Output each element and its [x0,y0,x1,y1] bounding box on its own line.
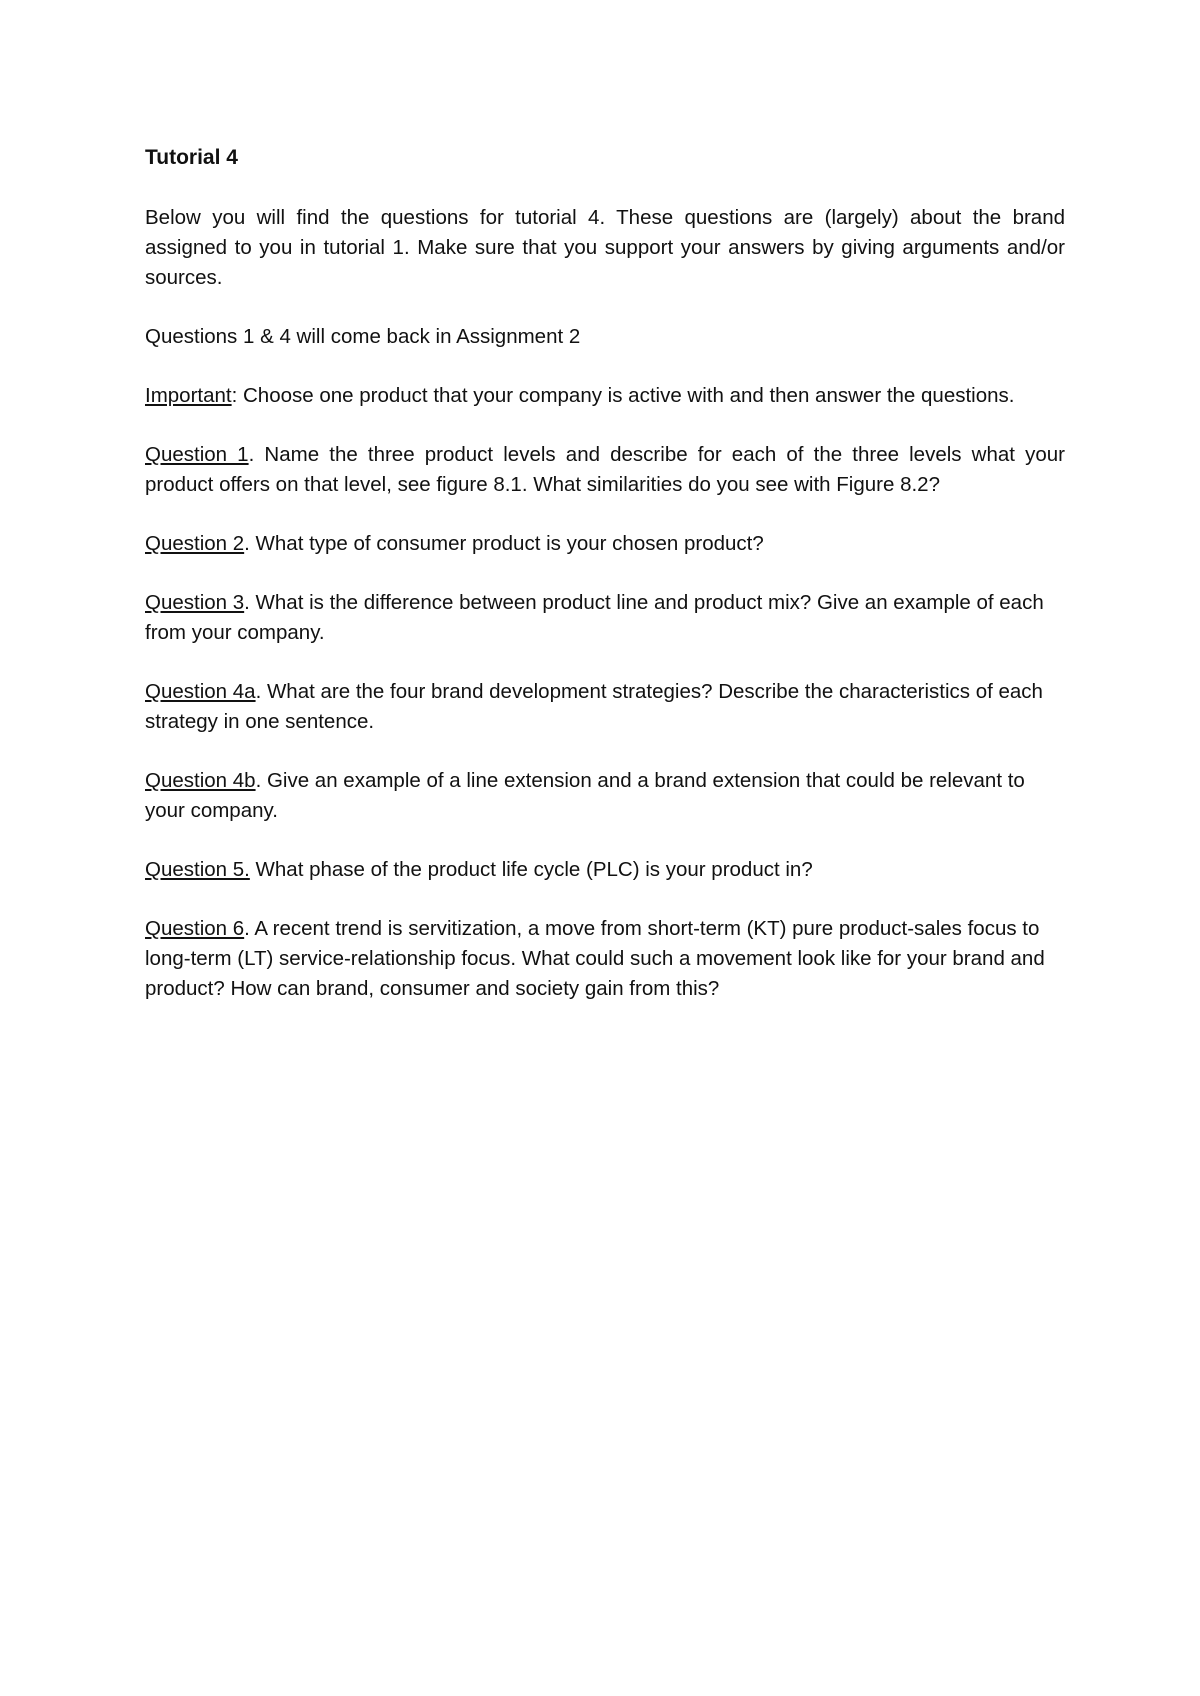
important-text: : Choose one product that your company is active with and then answer the questions. [231,384,1015,407]
question-4a [145,677,1065,737]
question-text: What phase of the product life cycle (PLC) is your product in? [249,858,813,881]
question-label: Question 6 [145,917,245,940]
question-1 [145,440,1065,500]
question-5 [145,855,1065,885]
important-label: Important [145,384,232,407]
question-text: . Name the three product levels and describe for each of the three levels what your product offers on that level, see figure 8.1. What similarities do you see with Figure 8.2? [145,443,1065,496]
question-2 [145,529,1065,559]
question-label: Question 4a [145,680,256,703]
document-title: Tutorial 4 [145,146,238,169]
question-label: Question 5. [145,858,250,881]
question-3 [145,588,1065,648]
question-text: . Give an example of a line extension and a brand extension that could be relevant to your company. [145,769,1025,822]
question-text: . A recent trend is servitization, a move from short-term (KT) pure product-sales focus to long-term (LT) service-relationship focus. What could such a movement look like for your brand and product? How can brand, consumer and society gain from this? [145,917,1045,1000]
assignment-note: Questions 1 & 4 will come back in Assignment 2 [145,325,581,348]
question-label: Question 4b [145,769,256,792]
question-label: Question 3 [145,591,245,614]
question-6 [145,914,1065,1004]
question-text: . What are the four brand development strategies? Describe the characteristics of each strategy in one sentence. [145,680,1043,733]
question-text: . What type of consumer product is your chosen product? [244,532,764,555]
intro-paragraph: Below you will find the questions for tutorial 4. These questions are (largely) about the brand assigned to you in tutorial 1. Make sure that you support your answers by giving arguments and/or sources. [145,206,1065,289]
question-label: Question 1 [145,443,249,466]
document-body [145,143,1065,1033]
question-4b [145,766,1065,826]
important-paragraph [145,381,1065,411]
question-label: Question 2 [145,532,245,555]
question-text: . What is the difference between product line and product mix? Give an example of each from your company. [145,591,1044,644]
